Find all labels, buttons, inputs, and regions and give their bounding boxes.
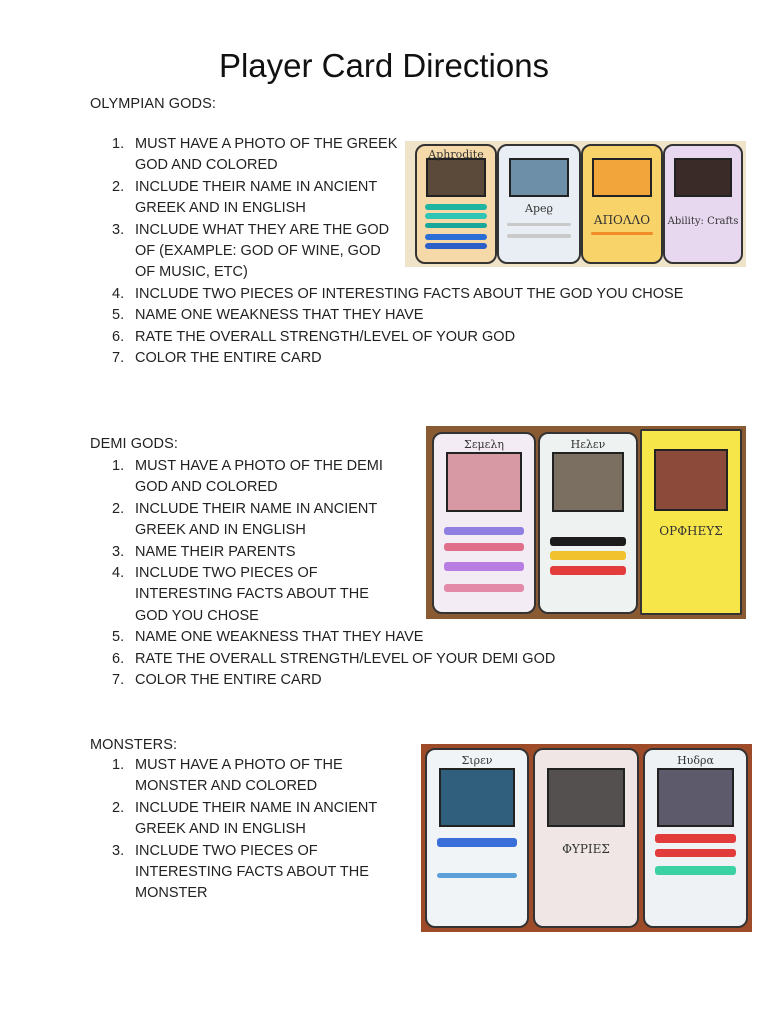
list-item-text: INCLUDE TWO PIECES OF INTERESTING FACTS ABOUT THE GOD YOU CHOSE	[135, 285, 684, 302]
monsters-heading: MONSTERS:	[90, 737, 178, 753]
demi-card-2-name: Ηελεν	[570, 437, 606, 451]
olympian-card-2-name: Apeϱ	[525, 201, 553, 215]
list-item	[90, 348, 690, 369]
monster-card-3	[643, 748, 748, 928]
monster-card-2	[533, 748, 639, 928]
list-item	[90, 755, 400, 798]
list-item-number: 3.	[112, 221, 125, 238]
list-item	[90, 542, 400, 563]
list-item	[90, 499, 400, 542]
monsters-cards-photo	[421, 744, 752, 932]
demi-gods-heading: DEMI GODS:	[90, 436, 179, 452]
list-item-text: INCLUDE THEIR NAME IN ANCIENT GREEK AND IN ENGLISH	[135, 178, 377, 217]
list-item-number: 1.	[112, 136, 125, 152]
monster-card-1-name: Σιρεν	[461, 753, 493, 767]
list-item-number: 6.	[112, 328, 125, 345]
list-item-number: 1.	[112, 458, 125, 474]
list-item-number: 5.	[112, 629, 125, 646]
list-item-text: MUST HAVE A PHOTO OF THE GREEK GOD AND COLORED	[135, 136, 398, 174]
olympian-card-4	[663, 144, 743, 264]
list-item-number: 3.	[112, 842, 125, 859]
list-item	[90, 134, 400, 177]
demi-card-3	[640, 429, 742, 615]
list-item-number: 7.	[112, 672, 125, 689]
list-item-number: 2.	[112, 799, 125, 816]
olympian-card-1-name: Aphrodite	[428, 148, 484, 162]
list-item	[90, 456, 400, 499]
list-item-number: 3.	[112, 543, 125, 560]
list-item-number: 2.	[112, 178, 125, 195]
demi-card-2	[538, 432, 638, 614]
list-item-number: 1.	[112, 757, 125, 773]
monster-card-3-name: Ηυδρα	[677, 753, 714, 767]
olympian-card-4-name: Ability: Crafts	[667, 215, 739, 227]
list-item-text: RATE THE OVERALL STRENGTH/LEVEL OF YOUR DEMI GOD	[135, 650, 556, 667]
list-item	[90, 305, 690, 326]
olympian-card-2	[497, 144, 581, 264]
list-item-text: INCLUDE WHAT THEY ARE THE GOD OF (EXAMPLE: GOD OF WINE, GOD OF MUSIC, ETC)	[135, 221, 390, 281]
list-item-text: INCLUDE THEIR NAME IN ANCIENT GREEK AND IN ENGLISH	[135, 799, 377, 838]
list-item-text: NAME ONE WEAKNESS THAT THEY HAVE	[135, 629, 424, 646]
list-item-number: 7.	[112, 350, 125, 367]
list-item-text: NAME ONE WEAKNESS THAT THEY HAVE	[135, 307, 424, 324]
olympian-card-1	[415, 144, 497, 264]
list-item	[90, 563, 400, 627]
list-item-text: NAME THEIR PARENTS	[135, 543, 296, 560]
monster-card-2-name: ΦΥΡΙΕΣ	[562, 841, 610, 856]
list-item-text: INCLUDE TWO PIECES OF INTERESTING FACTS ABOUT THE GOD YOU CHOSE	[135, 565, 369, 624]
list-item-text: MUST HAVE A PHOTO OF THE MONSTER AND COLORED	[135, 757, 343, 795]
list-item-number: 6.	[112, 650, 125, 667]
olympian-card-3-name: ΑΠΟΛΛΟ	[593, 213, 651, 228]
list-item	[90, 177, 400, 220]
page-title: Player Card Directions	[218, 47, 550, 84]
olympian-card-3	[581, 144, 663, 264]
list-item	[90, 327, 690, 348]
list-item-number: 5.	[112, 307, 125, 324]
list-item-number: 4.	[112, 285, 125, 302]
list-item-text: INCLUDE TWO PIECES OF INTERESTING FACTS ABOUT THE MONSTER	[135, 842, 369, 902]
list-item	[90, 284, 690, 305]
list-item-text: RATE THE OVERALL STRENGTH/LEVEL OF YOUR GOD	[135, 328, 516, 345]
list-item-text: COLOR THE ENTIRE CARD	[135, 350, 322, 367]
list-item	[90, 841, 400, 905]
list-item-number: 4.	[112, 565, 125, 582]
olympian-cards-photo	[405, 141, 746, 267]
list-item	[90, 627, 690, 648]
demi-card-1-name: Σεμελη	[464, 437, 504, 451]
demi-gods-cards-photo	[426, 426, 746, 619]
list-item	[90, 670, 690, 691]
list-item	[90, 649, 690, 670]
demi-card-3-name: ΟΡΦΗΕΥΣ	[659, 523, 723, 538]
list-item	[90, 798, 400, 841]
list-item	[90, 220, 400, 284]
monster-card-1	[425, 748, 529, 928]
list-item-text: COLOR THE ENTIRE CARD	[135, 672, 322, 689]
list-item-text: MUST HAVE A PHOTO OF THE DEMI GOD AND COLORED	[135, 458, 383, 496]
list-item-text: INCLUDE THEIR NAME IN ANCIENT GREEK AND IN ENGLISH	[135, 500, 377, 539]
demi-card-1	[432, 432, 536, 614]
olympian-gods-heading: OLYMPIAN GODS:	[90, 96, 217, 112]
list-item-number: 2.	[112, 500, 125, 517]
